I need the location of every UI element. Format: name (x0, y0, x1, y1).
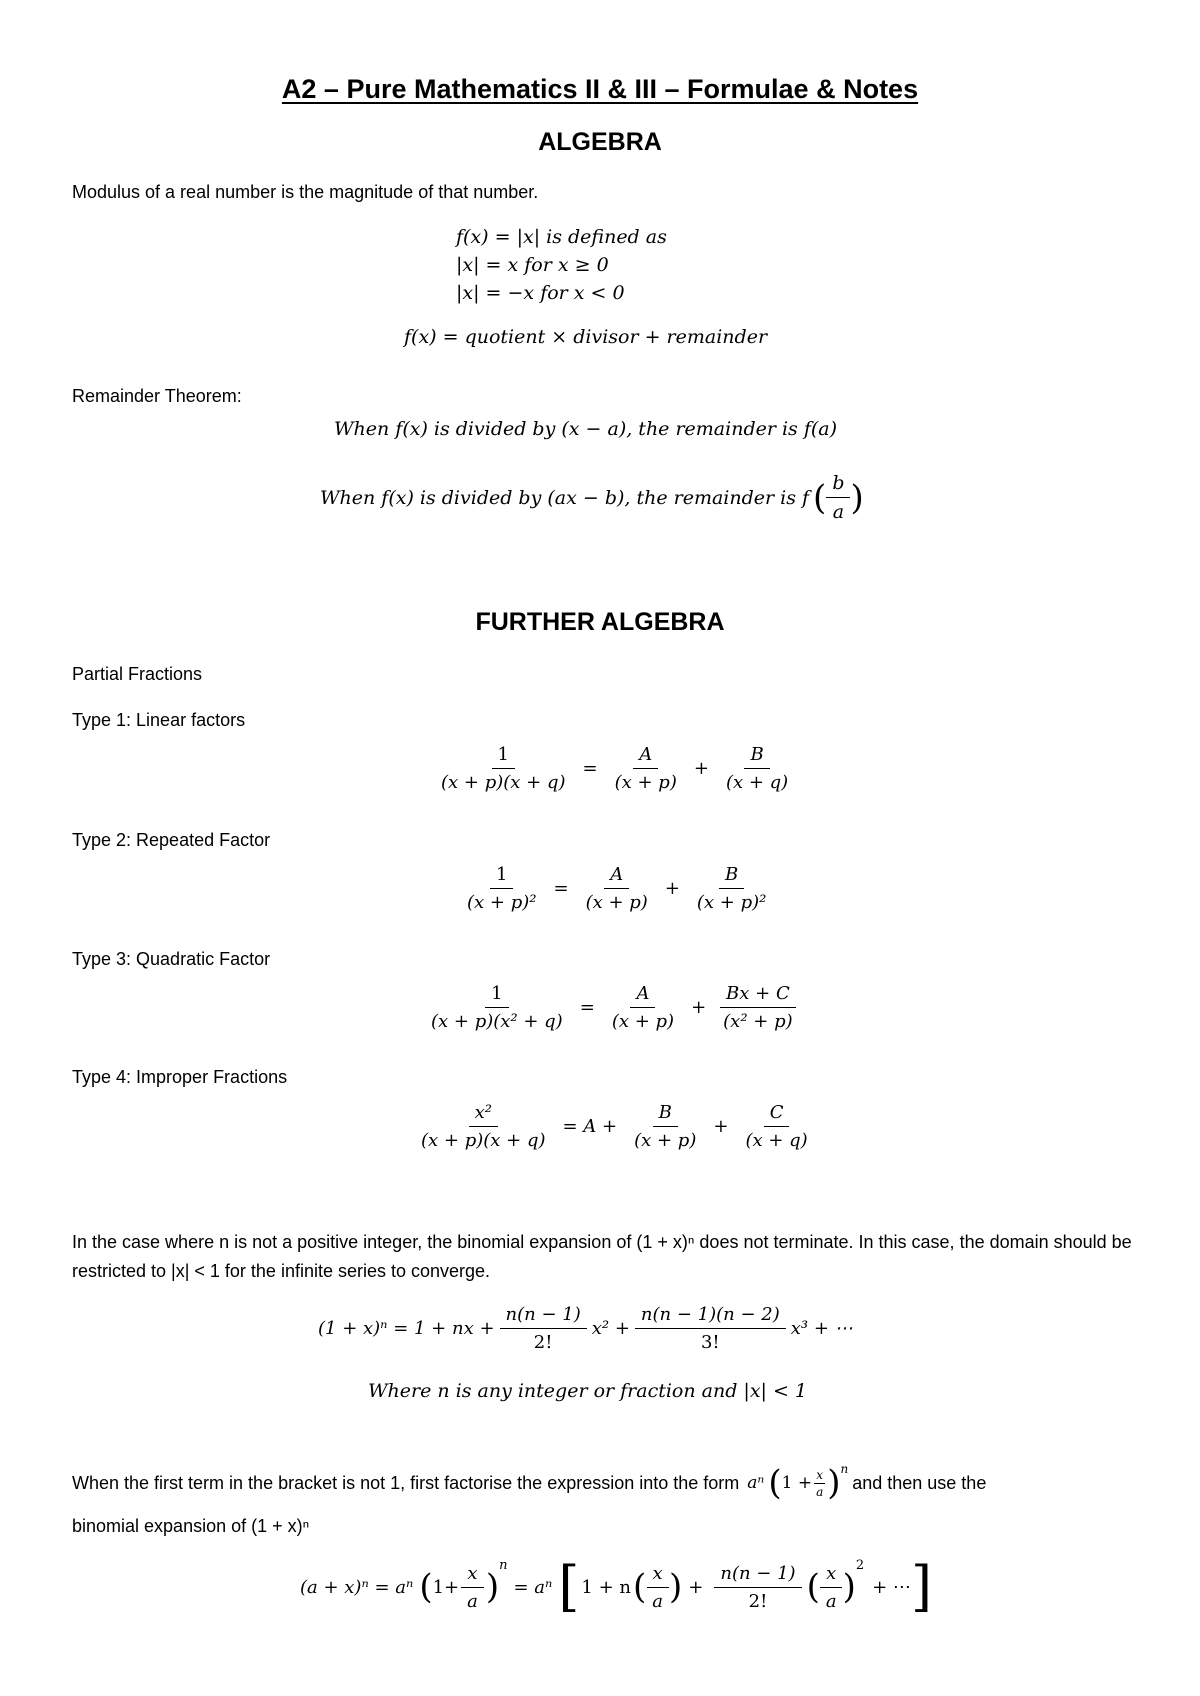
final-square: 2 (855, 1558, 865, 1573)
remainder-general-denominator: a (832, 501, 845, 523)
binomial-form-exponent: n (840, 1462, 849, 1476)
t1-b-denominator: (x + q) (725, 772, 789, 793)
remainder-general-numerator: b (826, 472, 850, 498)
type3-equation: $\frac{1}{\text{(x + p)(x² + q)}}$ = $\frac{A}{(x + p)}$ + $\frac{Bx + C}{\text{(x² + p)}}$ (420, 983, 804, 1032)
binomial-validity-condition: Where n is any integer or fraction and |x| < 1 (368, 1380, 808, 1402)
t4-c-numerator: C (764, 1102, 790, 1127)
type4-equation: $\frac{\text{x²}}{(x + p)(x + q)}$ = A + $\frac{B}{(x + p)}$ + $\frac{C}{(x + q)}$ (410, 1102, 819, 1151)
type1-label: Type 1: Linear factors (72, 710, 246, 730)
t3-lhs-numerator: 1 (485, 983, 508, 1008)
type3-label: Type 3: Quadratic Factor (72, 949, 271, 969)
final-plus: + (688, 1576, 704, 1598)
binomial-factorise-text-a: When the first term in the bracket is not 1, first factorise the expression into the form (72, 1472, 740, 1493)
final-x: x (461, 1563, 483, 1588)
final-a: a (467, 1590, 478, 1612)
modulus-negative-case: |x| = −x for x < 0 (456, 282, 625, 304)
binomial-form-numerator: x (816, 1467, 824, 1482)
t4-lhs-numerator: x² (469, 1102, 498, 1127)
final-equals: = aⁿ (513, 1576, 553, 1598)
binomial-factorise-line: When the first term in the bracket is not 1, first factorise the expression into the form aⁿ ( 1 + $\frac{x}{a}$ ) n and then use the (72, 1462, 987, 1503)
binomial-intro-paragraph: In the case where n is not a positive integer, the binomial expansion of (1 + x)ⁿ does not terminate. In this case, the domain should be restricted to |x| < 1 for the infinite series to converge. (72, 1232, 1132, 1281)
final-lhs: (a + x)ⁿ = aⁿ (300, 1576, 414, 1598)
t2-a-denominator: (x + p) (585, 892, 648, 913)
type1-equation: $\frac{1}{(x + p)(x + q)}$ = $\frac{A}{(x + p)}$ + $\frac{B}{(x + q)}$ (430, 744, 799, 793)
modulus-intro: Modulus of a real number is the magnitude of that number. (72, 182, 539, 202)
binomial-expansion-equation (318, 1304, 853, 1353)
t3-b-denominator: (x² + p) (723, 1011, 793, 1032)
type4-label: Type 4: Improper Fractions (72, 1067, 288, 1087)
t2-a-numerator: A (604, 864, 629, 889)
t3-b-numerator: Bx + C (720, 983, 796, 1008)
t3-lhs-denominator: (x + p)(x² + q) (431, 1011, 563, 1032)
t2-lhs-denominator: (x + p)² (467, 892, 537, 913)
binomial-x2-term: x² + (591, 1318, 630, 1339)
binomial-factorise-text-c: binomial expansion of (1 + x)ⁿ (72, 1516, 310, 1536)
binomial-form-a: aⁿ (747, 1473, 765, 1493)
remainder-theorem-general: When f(x) is divided by (ax − b), the remainder is f ( $\frac{b}{a}$ ) (320, 472, 864, 523)
binomial-x3-term: x³ + ⋯ (790, 1318, 853, 1339)
document-title: A2 – Pure Mathematics II & III – Formulae & Notes (281, 74, 919, 104)
binomial-f1-denominator: 2! (533, 1332, 553, 1353)
final-f-numerator: n(n − 1) (714, 1563, 801, 1588)
remainder-theorem-linear: When f(x) is divided by (x − a), the remainder is f(a) (334, 418, 838, 440)
t2-b-numerator: B (719, 864, 744, 889)
t1-lhs-denominator: (x + p)(x + q) (441, 772, 566, 793)
t1-b-numerator: B (744, 744, 769, 769)
t4-middle: = A + (562, 1116, 618, 1137)
partial-fractions-label: Partial Fractions (72, 664, 203, 684)
t4-lhs-denominator: (x + p)(x + q) (421, 1130, 546, 1151)
t4-b-denominator: (x + p) (634, 1130, 697, 1151)
remainder-theorem-label: Remainder Theorem: (72, 386, 242, 406)
t4-b-numerator: B (653, 1102, 678, 1127)
binomial-f2-numerator: n(n − 1)(n − 2) (635, 1304, 786, 1329)
t2-lhs-numerator: 1 (490, 864, 513, 889)
t1-a-denominator: (x + p) (614, 772, 677, 793)
final-f-denominator: 2! (748, 1590, 768, 1612)
remainder-general-text: When f(x) is divided by (ax − b), the remainder is f (320, 486, 810, 509)
t4-c-denominator: (x + q) (745, 1130, 808, 1151)
final-tail: + ⋯ (872, 1576, 911, 1598)
binomial-factorise-text-b: and then use the (852, 1472, 987, 1493)
modulus-positive-case: |x| = x for x ≥ 0 (456, 254, 609, 276)
final-inner: 1+ (432, 1576, 460, 1598)
t1-a-numerator: A (633, 744, 658, 769)
t3-a-numerator: A (630, 983, 655, 1008)
t2-b-denominator: (x + p)² (696, 892, 767, 913)
type2-equation: $\frac{1}{\text{(x + p)²}}$ = $\frac{A}{(x + p)}$ + $\frac{B}{\text{(x + p)²}}$ (456, 864, 777, 913)
binomial-form-inner: 1 + (781, 1473, 813, 1493)
division-identity: f(x) = quotient × divisor + remainder (404, 326, 768, 348)
binomial-form-denominator: a (816, 1484, 824, 1499)
t1-lhs-numerator: 1 (492, 744, 515, 769)
binomial-lhs: (1 + x)ⁿ = 1 + nx + (318, 1318, 495, 1339)
final-exponent: n (499, 1558, 508, 1573)
binomial-general-expansion: (a + x)ⁿ = aⁿ ( 1+ $\frac{x}{a}$ ) n = aⁿ [ 1 + n ( $\frac{x}{a}$ ) + $\frac{n(n - 1)}{2!}$ ( $\frac{x}{a}$ ) 2 + ⋯ ] (300, 1555, 933, 1618)
t3-a-denominator: (x + p) (611, 1011, 675, 1032)
binomial-f2-denominator: 3! (700, 1332, 720, 1353)
binomial-f1-numerator: n(n − 1) (500, 1304, 587, 1329)
modulus-definition: f(x) = |x| is defined as (456, 226, 667, 248)
final-one: 1 + n (581, 1576, 631, 1598)
section-heading-algebra: ALGEBRA (538, 128, 662, 156)
type2-label: Type 2: Repeated Factor (72, 830, 271, 850)
section-heading-further-algebra: FURTHER ALGEBRA (475, 608, 725, 636)
